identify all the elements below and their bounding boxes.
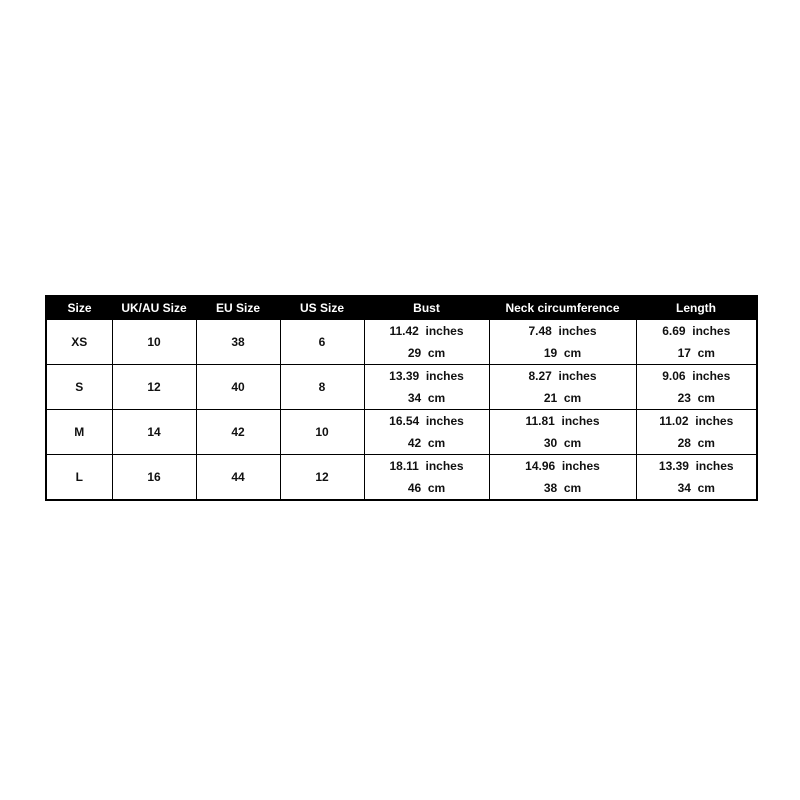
cell-neck [489,455,636,501]
table-row-s [46,365,757,410]
cell-us-size: 10 [280,410,364,455]
cell-eu-size: 42 [196,410,280,455]
cell-uk-au-size: 10 [112,320,196,365]
length-inches: 11.02 inches [659,414,734,428]
table-row-l [46,455,757,501]
length-cm: 28 cm [677,436,715,450]
cell-bust [364,365,489,410]
header-size: Size [46,296,112,320]
cell-us-size: 12 [280,455,364,501]
bust-inches: 18.11 inches [389,459,464,473]
header-bust: Bust [364,296,489,320]
neck-inches: 8.27 inches [528,369,597,383]
size-chart-table [45,295,758,501]
bust-inches: 16.54 inches [389,414,464,428]
cell-neck [489,410,636,455]
cell-size: S [46,365,112,410]
cell-uk-au-size: 14 [112,410,196,455]
cell-eu-size: 40 [196,365,280,410]
neck-inches: 11.81 inches [525,414,600,428]
bust-cm: 46 cm [407,481,446,495]
cell-neck [489,320,636,365]
header-uk-au-size: UK/AU Size [112,296,196,320]
cell-length [636,410,757,455]
length-inches: 6.69 inches [662,324,731,338]
cell-bust [364,455,489,501]
header-us-size: US Size [280,296,364,320]
neck-cm: 19 cm [543,346,582,360]
header-neck-circumference: Neck circumference [489,296,636,320]
length-cm: 34 cm [677,481,715,495]
bust-cm: 42 cm [407,436,446,450]
cell-length [636,365,757,410]
cell-us-size: 8 [280,365,364,410]
neck-cm: 21 cm [543,391,582,405]
bust-cm: 29 cm [407,346,446,360]
cell-size: M [46,410,112,455]
bust-inches: 13.39 inches [389,369,464,383]
cell-uk-au-size: 12 [112,365,196,410]
table-body [46,320,757,501]
cell-bust [364,410,489,455]
cell-length [636,455,757,501]
bust-cm: 34 cm [407,391,446,405]
cell-size: XS [46,320,112,365]
length-inches: 13.39 inches [658,459,734,473]
table-header [46,296,757,320]
table-row-m [46,410,757,455]
neck-inches: 14.96 inches [525,459,600,473]
cell-neck [489,365,636,410]
length-cm: 23 cm [677,391,715,405]
neck-inches: 7.48 inches [528,324,597,338]
bust-inches: 11.42 inches [389,324,464,338]
cell-eu-size: 38 [196,320,280,365]
header-row [46,296,757,320]
header-length: Length [636,296,757,320]
table-row-xs [46,320,757,365]
cell-us-size: 6 [280,320,364,365]
cell-length [636,320,757,365]
neck-cm: 30 cm [543,436,582,450]
length-inches: 9.06 inches [662,369,731,383]
header-eu-size: EU Size [196,296,280,320]
length-cm: 17 cm [677,346,715,360]
cell-uk-au-size: 16 [112,455,196,501]
cell-eu-size: 44 [196,455,280,501]
cell-size: L [46,455,112,501]
neck-cm: 38 cm [543,481,582,495]
cell-bust [364,320,489,365]
